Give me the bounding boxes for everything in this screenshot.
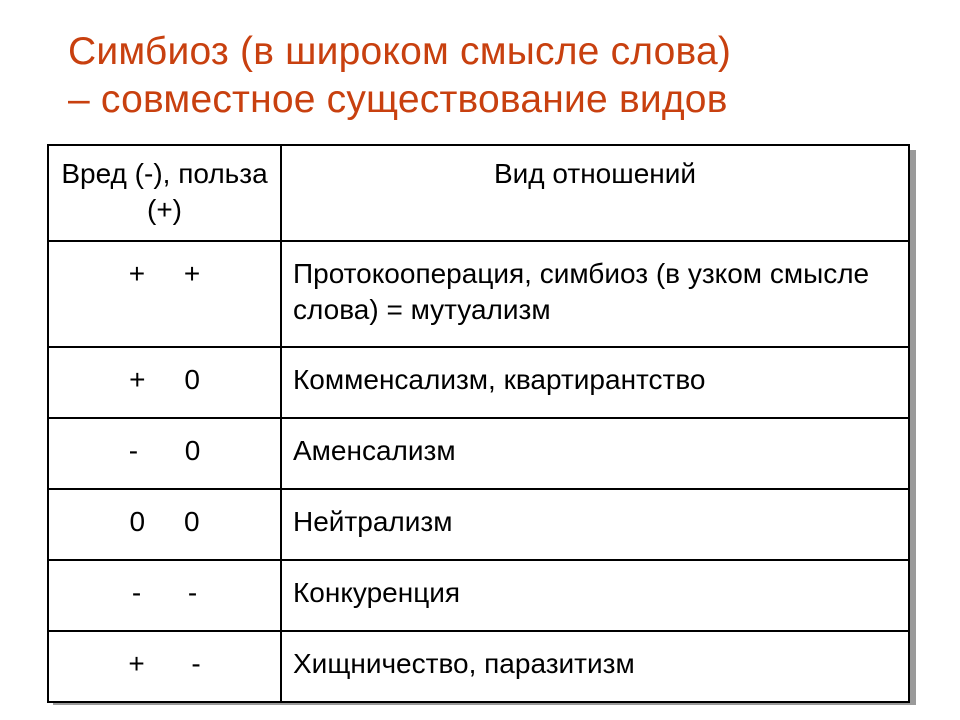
signs-value: + 0 <box>129 364 200 395</box>
type-value: Комменсализм, квартирантство <box>293 364 706 395</box>
signs-value: 0 0 <box>129 506 200 537</box>
table-row <box>48 489 909 560</box>
type-cell <box>281 489 909 560</box>
type-value: Хищничество, паразитизм <box>293 648 635 679</box>
type-value: Конкуренция <box>293 577 461 608</box>
header-type-cell <box>281 145 909 241</box>
type-value: Аменсализм <box>293 435 456 466</box>
title-line-1: Симбиоз (в широком смысле слова) <box>68 30 732 73</box>
type-cell <box>281 560 909 631</box>
table-row <box>48 347 909 418</box>
signs-value: - 0 <box>128 435 201 466</box>
signs-value: - - <box>131 577 198 608</box>
type-cell <box>281 418 909 489</box>
header-signs-cell <box>48 145 281 241</box>
signs-value: + - <box>128 648 201 679</box>
type-cell <box>281 347 909 418</box>
signs-value: + + <box>128 258 201 289</box>
header-type-label: Вид отношений <box>493 158 697 189</box>
table-row <box>48 631 909 702</box>
type-value: Нейтрализм <box>293 506 453 537</box>
table-row <box>48 560 909 631</box>
type-cell <box>281 241 909 347</box>
table-header-row <box>48 145 909 241</box>
title-line-2: – совместное существование видов <box>68 78 728 121</box>
signs-cell <box>48 418 281 489</box>
type-value: Протокооперация, симбиоз (в узком смысле слова) = мутуализм <box>293 258 870 325</box>
signs-cell <box>48 631 281 702</box>
header-signs-label: Вред (-), польза (+) <box>61 158 268 225</box>
type-cell <box>281 631 909 702</box>
signs-cell <box>48 489 281 560</box>
signs-cell <box>48 560 281 631</box>
slide-title <box>68 28 928 124</box>
signs-cell <box>48 241 281 347</box>
table-row <box>48 418 909 489</box>
signs-cell <box>48 347 281 418</box>
table-row <box>48 241 909 347</box>
relationships-table <box>47 144 910 703</box>
